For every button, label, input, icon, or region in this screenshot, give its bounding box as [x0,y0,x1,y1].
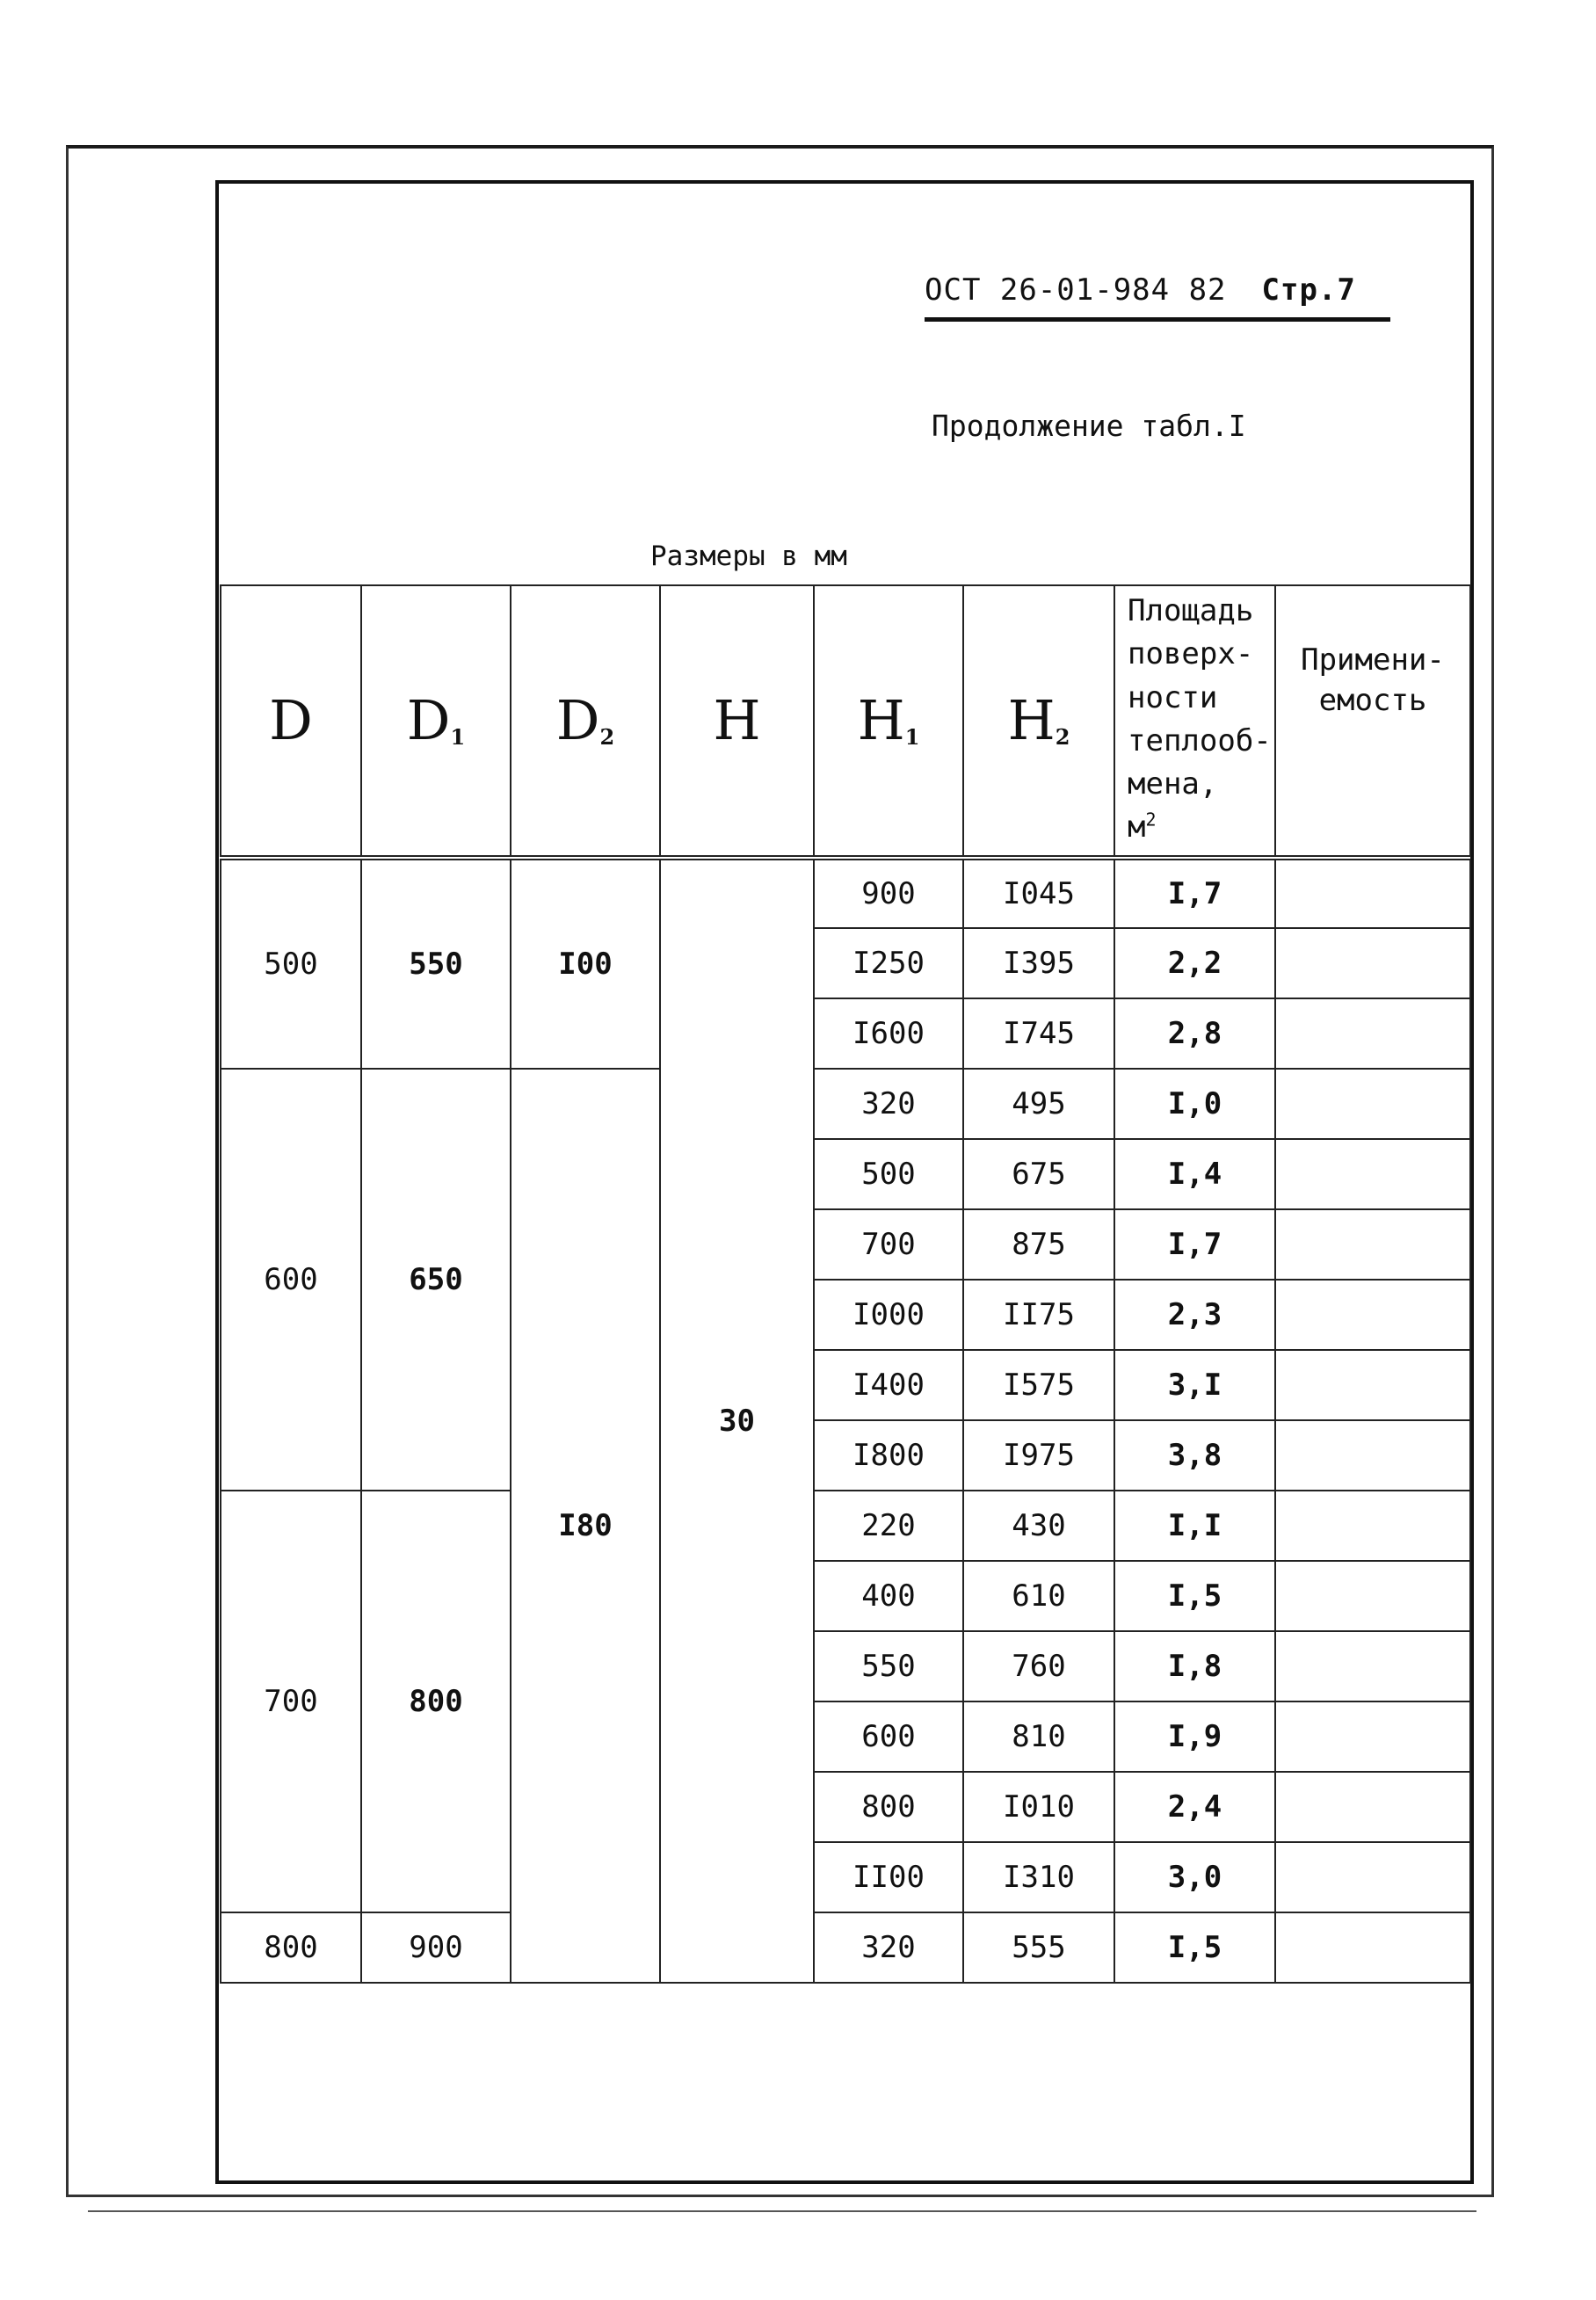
cell-area: I,I [1114,1491,1275,1561]
cell-applicability [1275,1701,1470,1772]
cell-area: 2,3 [1114,1280,1275,1350]
cell-area: I,4 [1114,1139,1275,1209]
cell-h2: I395 [963,928,1114,998]
col-header-d1: $D_1$ [361,585,511,858]
cell-h2: 760 [963,1631,1114,1701]
cell-h1: 500 [814,1139,963,1209]
cell-h1: 700 [814,1209,963,1280]
page-bottom-rule [88,2210,1476,2212]
table-row [221,1069,1470,1139]
document-code-block [925,272,1390,322]
cell-h2: 810 [963,1701,1114,1772]
cell-d: 600 [221,1069,361,1491]
cell-area: I,5 [1114,1912,1275,1983]
units-label: Размеры в мм [650,541,847,572]
cell-h1: I400 [814,1350,963,1420]
cell-area: 2,2 [1114,928,1275,998]
cell-d2: I80 [511,1069,660,1983]
cell-area: I,0 [1114,1069,1275,1139]
cell-area: 2,4 [1114,1772,1275,1842]
cell-h2: 875 [963,1209,1114,1280]
cell-applicability [1275,1842,1470,1912]
cell-h2: 555 [963,1912,1114,1983]
cell-area: I,7 [1114,858,1275,928]
cell-applicability [1275,1420,1470,1491]
col-header-h1: $H_1$ [814,585,963,858]
cell-h2: I975 [963,1420,1114,1491]
cell-h1: 400 [814,1561,963,1631]
table-row [221,858,1470,928]
cell-h2: I575 [963,1350,1114,1420]
cell-h1: II00 [814,1842,963,1912]
cell-area: 3,0 [1114,1842,1275,1912]
dimensions-table [220,584,1471,1984]
cell-h1: 600 [814,1701,963,1772]
cell-applicability [1275,1912,1470,1983]
cell-applicability [1275,928,1470,998]
cell-applicability [1275,1280,1470,1350]
cell-applicability [1275,1561,1470,1631]
cell-h1: 900 [814,858,963,928]
table-continuation-label: Продолжение табл.I [932,409,1246,443]
table-row [221,1912,1470,1983]
cell-area: I,8 [1114,1631,1275,1701]
cell-applicability [1275,1631,1470,1701]
cell-h1: 320 [814,1069,963,1139]
cell-applicability [1275,1350,1470,1420]
cell-area: I,7 [1114,1209,1275,1280]
col-header-surface-area: Площадь поверх- ности теплооб- мена, $м^2$ [1114,585,1275,858]
cell-h2: I745 [963,998,1114,1069]
col-header-h: H [660,585,814,858]
cell-d: 500 [221,858,361,1069]
document-standard-code: ОСТ 26-01-984 82 [925,272,1227,308]
cell-applicability [1275,1491,1470,1561]
cell-d2: I00 [511,858,660,1069]
cell-d1: 800 [361,1491,511,1912]
cell-applicability [1275,1069,1470,1139]
cell-h2: I010 [963,1772,1114,1842]
cell-h1: I000 [814,1280,963,1350]
col-header-d: D [221,585,361,858]
cell-h1: I600 [814,998,963,1069]
page-number-label: Стр.7 [1261,272,1356,308]
cell-applicability [1275,998,1470,1069]
cell-h2: 495 [963,1069,1114,1139]
col-header-h2: $H_2$ [963,585,1114,858]
cell-h1: 550 [814,1631,963,1701]
cell-h2: II75 [963,1280,1114,1350]
cell-h2: I310 [963,1842,1114,1912]
cell-h2: I045 [963,858,1114,928]
table-row [221,1491,1470,1561]
cell-d1: 650 [361,1069,511,1491]
cell-h2: 610 [963,1561,1114,1631]
cell-applicability [1275,858,1470,928]
cell-area: I,9 [1114,1701,1275,1772]
cell-h1: I250 [814,928,963,998]
cell-area: 3,8 [1114,1420,1275,1491]
cell-applicability [1275,1209,1470,1280]
cell-d1: 550 [361,858,511,1069]
cell-h1: 220 [814,1491,963,1561]
col-header-applicability: Примени- емость [1275,585,1470,858]
cell-h1: I800 [814,1420,963,1491]
cell-area: 3,I [1114,1350,1275,1420]
cell-applicability [1275,1772,1470,1842]
table-header-row [221,585,1470,858]
cell-applicability [1275,1139,1470,1209]
cell-h: 30 [660,858,814,1983]
cell-area: 2,8 [1114,998,1275,1069]
cell-h1: 320 [814,1912,963,1983]
cell-d: 800 [221,1912,361,1983]
cell-d1: 900 [361,1912,511,1983]
cell-h2: 675 [963,1139,1114,1209]
cell-h1: 800 [814,1772,963,1842]
col-header-d2: $D_2$ [511,585,660,858]
cell-h2: 430 [963,1491,1114,1561]
cell-area: I,5 [1114,1561,1275,1631]
cell-d: 700 [221,1491,361,1912]
